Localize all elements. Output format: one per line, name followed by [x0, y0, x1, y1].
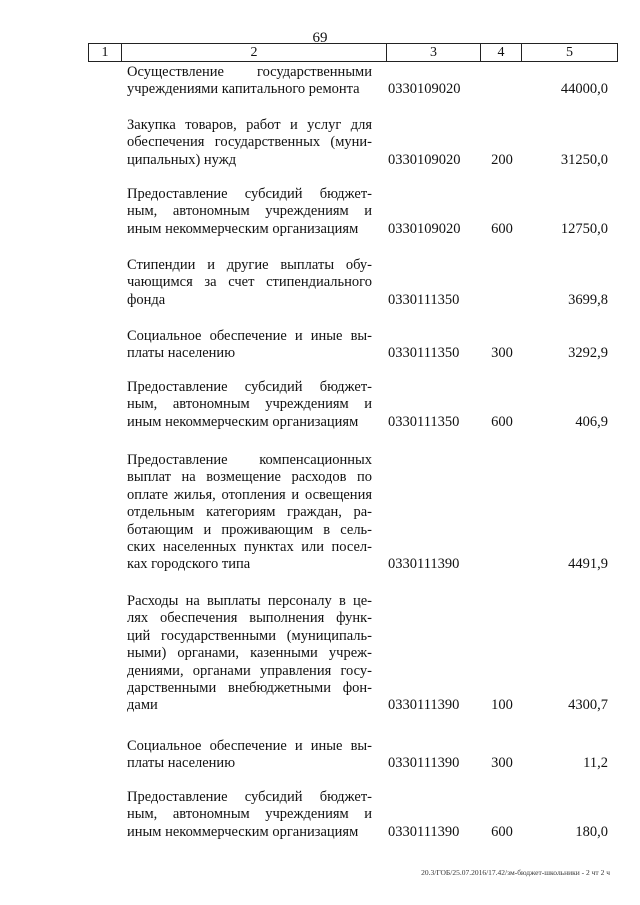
description-line: дарственными внебюджетными фон-: [127, 679, 372, 696]
description-line: Стипендии и другие выплаты обу-: [127, 257, 372, 273]
description-line: Социальное обеспечение и иные вы-: [127, 738, 372, 754]
description-line: Осуществление государственными: [127, 64, 372, 80]
row-expense-type: 100: [491, 697, 513, 714]
row-code: 0330109020: [388, 151, 461, 168]
description-line: Социальное обеспечение и иные вы-: [127, 328, 372, 344]
row-description: [127, 186, 372, 238]
description-line: Предоставление субсидий бюджет-: [127, 789, 372, 805]
row-amount: 31250,0: [560, 151, 608, 168]
row-code: 0330111390: [388, 823, 460, 840]
description-line: ным, автономным учреждениям и: [127, 806, 372, 823]
description-line: платы населению: [127, 755, 236, 772]
description-line: ным, автономным учреждениям и: [127, 396, 372, 413]
description-line: учреждениями капитального ремонта: [127, 81, 360, 98]
description-line: фонда: [127, 291, 166, 308]
row-expense-type: 300: [491, 345, 513, 362]
description-line: отдельным категориям граждан, ра-: [127, 504, 372, 521]
document-footer: 20.3/ГОБ/25.07.2016/17.42/зм-бюджет-школьники - 2 чт 2 ч: [421, 868, 610, 877]
description-line: дениями, органами управления госу-: [127, 662, 372, 679]
row-expense-type: 300: [491, 755, 513, 772]
header-col-3: 3: [387, 44, 481, 62]
description-line: Предоставление субсидий бюджет-: [127, 379, 372, 395]
row-description: [127, 789, 372, 841]
row-amount: 180,0: [575, 823, 608, 840]
row-description: [127, 379, 372, 431]
row-description: [127, 64, 372, 99]
row-amount: 4491,9: [568, 556, 608, 573]
description-line: выплат на возмещение расходов по: [127, 469, 372, 486]
row-amount: 3699,8: [568, 291, 608, 308]
header-col-2: 2: [122, 44, 387, 62]
description-line: ках городского типа: [127, 556, 251, 573]
row-amount: 406,9: [575, 413, 608, 430]
row-description: [127, 117, 372, 169]
row-expense-type: 600: [491, 823, 513, 840]
row-code: 0330111390: [388, 556, 460, 573]
row-description: [127, 452, 372, 574]
row-description: [127, 593, 372, 715]
header-col-5: 5: [522, 44, 618, 62]
description-line: оплате жилья, отопления и освещения: [127, 486, 372, 503]
description-line: Расходы на выплаты персоналу в це-: [127, 593, 372, 609]
row-code: 0330111390: [388, 755, 460, 772]
row-code: 0330111350: [388, 291, 460, 308]
description-line: чающимся за счет стипендиального: [127, 274, 372, 291]
row-expense-type: 200: [491, 151, 513, 168]
description-line: иным некоммерческим организациям: [127, 823, 359, 840]
page-number: 69: [312, 30, 328, 46]
row-code: 0330111350: [388, 413, 460, 430]
description-line: лях обеспечения выполнения функ-: [127, 610, 372, 627]
row-expense-type: 600: [491, 220, 513, 237]
row-description: [127, 738, 372, 773]
row-amount: 44000,0: [560, 81, 608, 98]
header-col-4: 4: [481, 44, 522, 62]
description-line: Предоставление субсидий бюджет-: [127, 186, 372, 202]
description-line: иным некоммерческим организациям: [127, 413, 359, 430]
row-description: [127, 257, 372, 309]
row-amount: 11,2: [583, 755, 608, 772]
row-code: 0330109020: [388, 81, 461, 98]
header-col-1: 1: [89, 44, 122, 62]
description-line: ным, автономным учреждениям и: [127, 203, 372, 220]
row-description: [127, 328, 372, 363]
row-amount: 4300,7: [568, 697, 608, 714]
row-amount: 12750,0: [560, 220, 608, 237]
description-line: Предоставление компенсационных: [127, 452, 372, 468]
row-amount: 3292,9: [568, 345, 608, 362]
description-line: ций государственными (муниципаль-: [127, 627, 372, 644]
row-expense-type: 600: [491, 413, 513, 430]
description-line: Закупка товаров, работ и услуг для: [127, 117, 372, 133]
description-line: иным некоммерческим организациям: [127, 220, 359, 237]
description-line: дами: [127, 697, 158, 714]
row-code: 0330109020: [388, 220, 461, 237]
description-line: ских населенных пунктах или посел-: [127, 538, 372, 555]
description-line: обеспечения государственных (муни-: [127, 134, 372, 151]
description-line: ципальных) нужд: [127, 151, 237, 168]
description-line: платы населению: [127, 345, 236, 362]
description-line: ными) органами, казенными учреж-: [127, 645, 372, 662]
description-line: ботающим и проживающим в сель-: [127, 521, 372, 538]
row-code: 0330111350: [388, 345, 460, 362]
row-code: 0330111390: [388, 697, 460, 714]
